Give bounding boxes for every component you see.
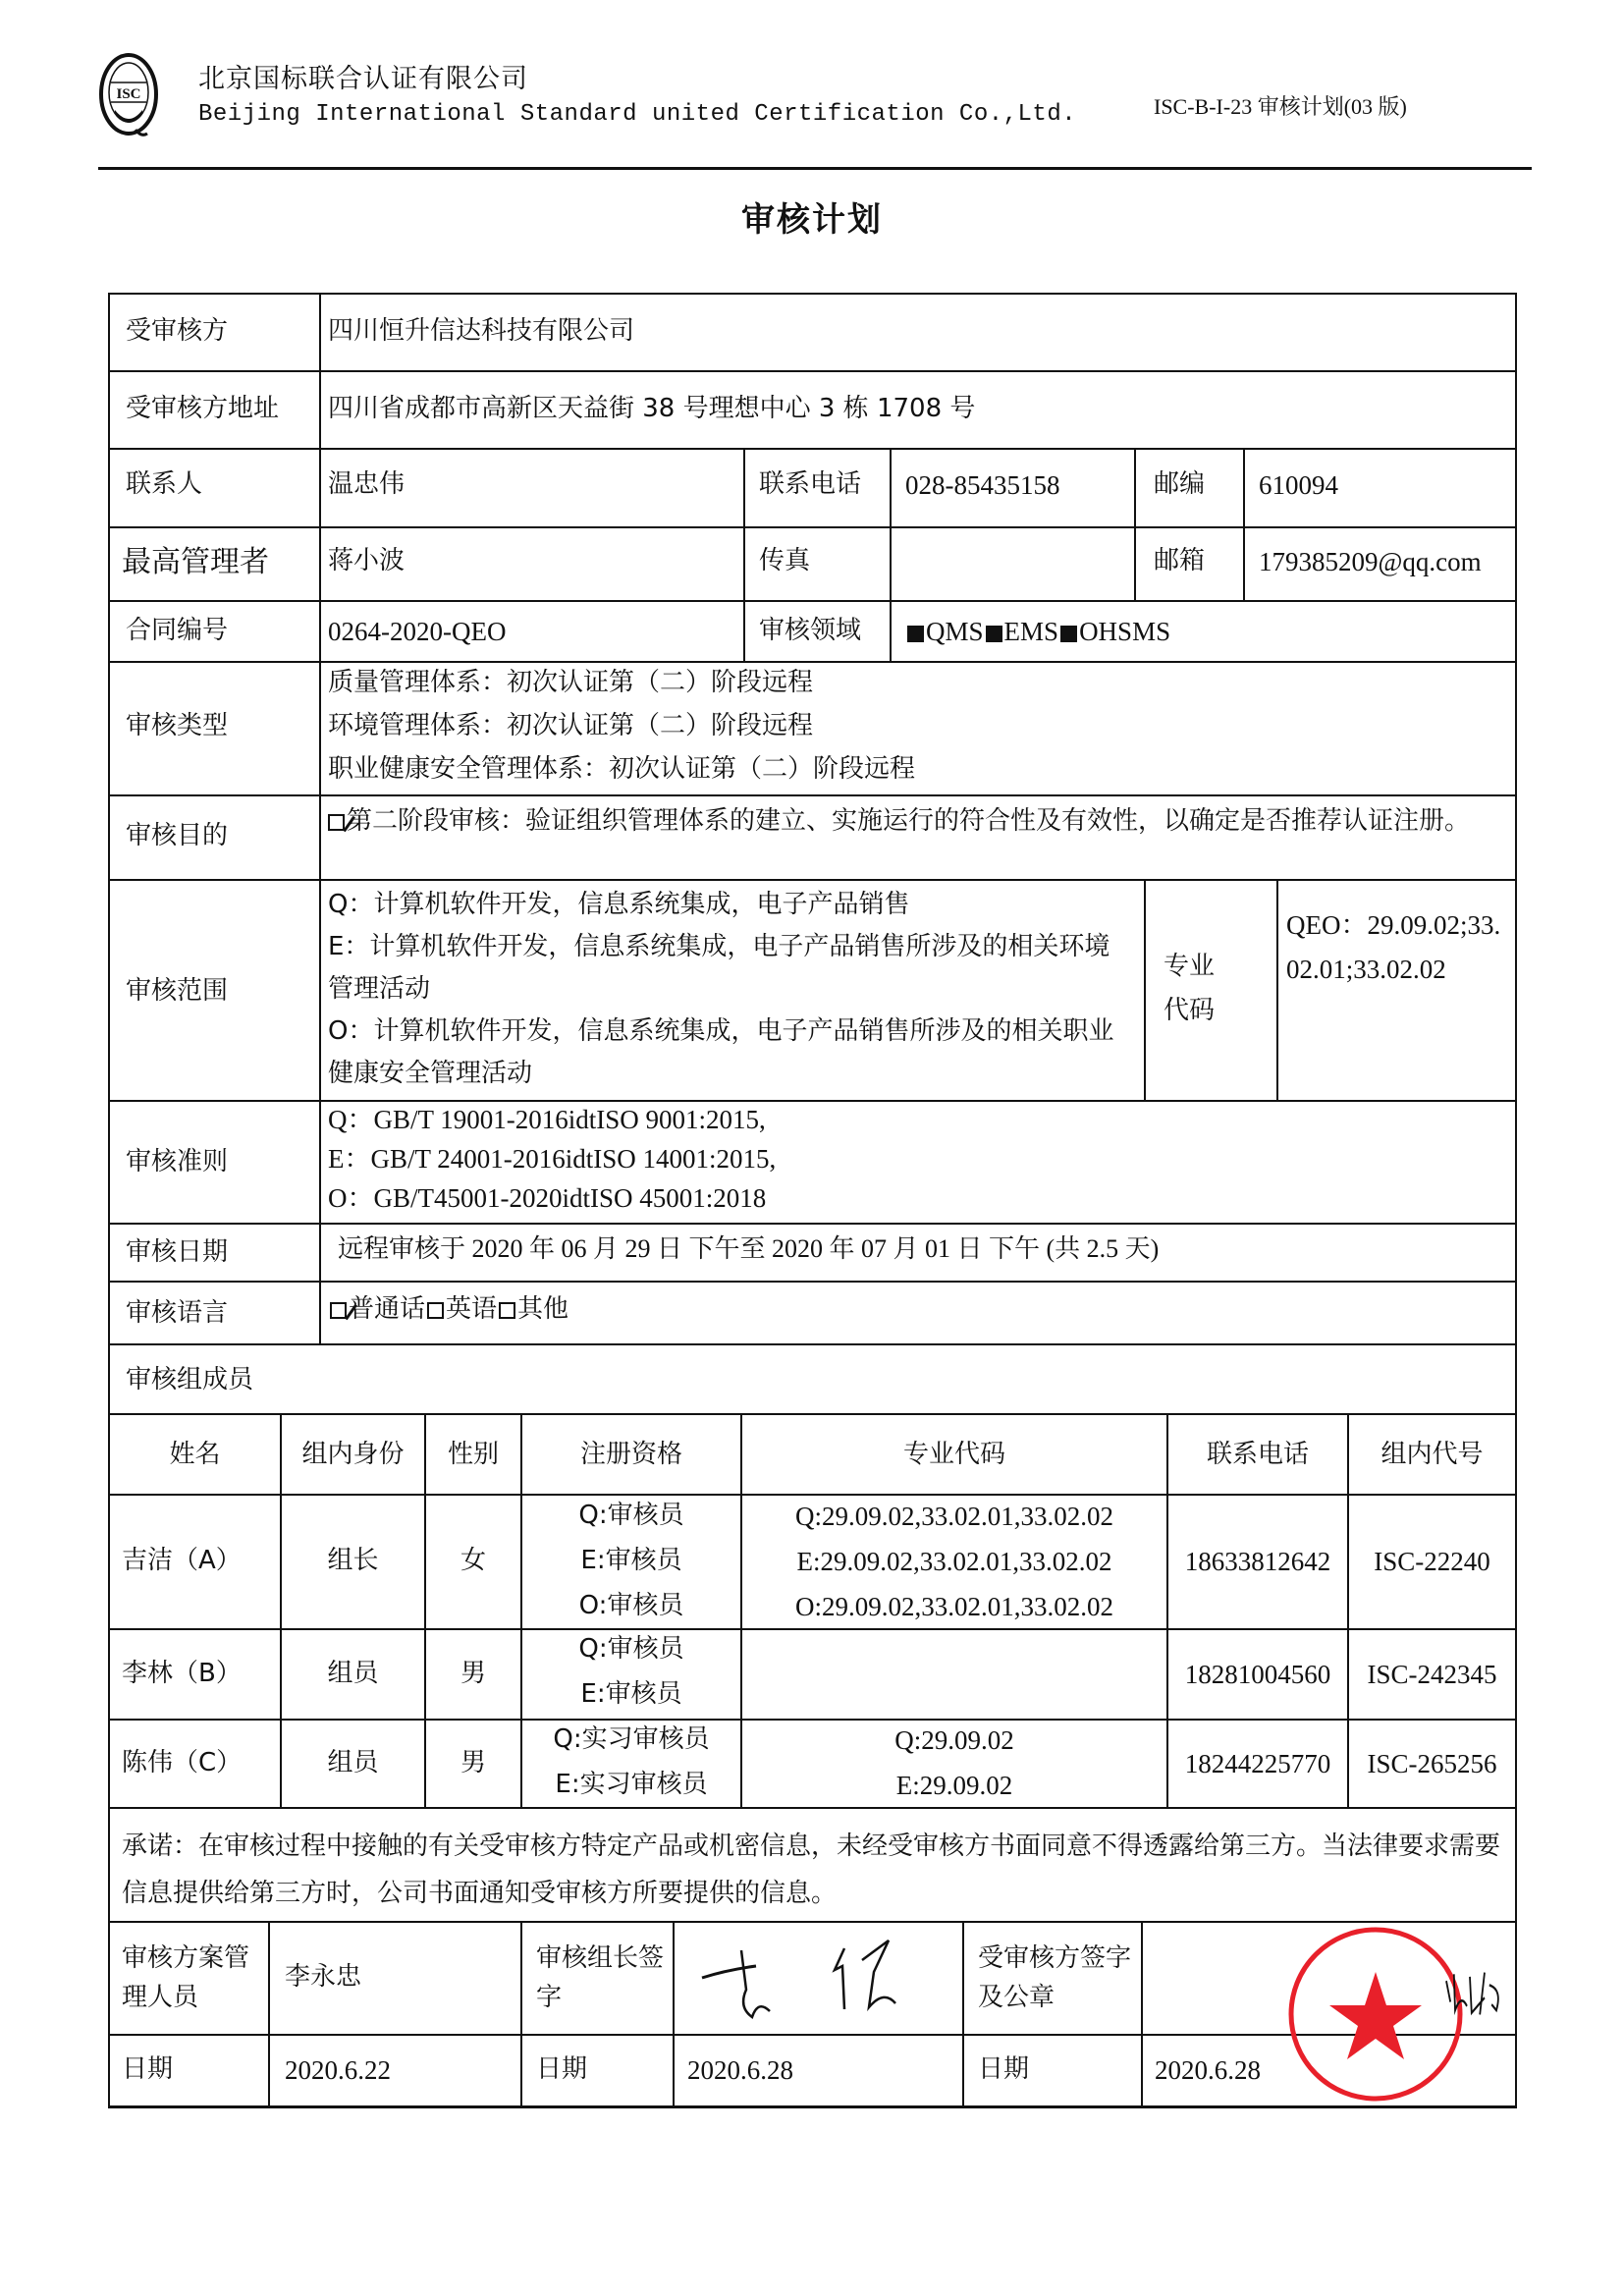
scope-line: Q：计算机软件开发，信息系统集成，电子产品销售 [328, 890, 910, 919]
date-label: 日期 [536, 2054, 588, 2084]
member-team-code: ISC-265256 [1367, 1749, 1497, 1778]
member-role: 组长 [327, 1546, 379, 1575]
member-name: 陈伟（C） [122, 1748, 243, 1777]
member-qualification: Q:审核员 [578, 1501, 684, 1530]
language-option: 英语 [446, 1294, 498, 1324]
contract-value: 0264-2020-QEO [328, 617, 507, 646]
contact-phone: 028-85435158 [905, 470, 1060, 500]
member-qualification: Q:审核员 [578, 1634, 684, 1664]
contract-label: 合同编号 [126, 616, 229, 645]
auditee-signature [1443, 1964, 1508, 2023]
page-title: 审核计划 [741, 200, 883, 240]
top-manager-value: 蒋小波 [328, 546, 406, 575]
postcode-value: 610094 [1259, 470, 1338, 500]
member-phone: 18281004560 [1184, 1660, 1331, 1689]
audit-date-value: 远程审核于 2020 年 06 月 29 日 下午至 2020 年 07 月 01 日 下午 (共 2.5 天) [338, 1234, 1160, 1263]
audit-language-options [328, 1294, 568, 1325]
domain-qms: QMS [926, 617, 984, 646]
audit-type-line: 环境管理体系：初次认证第（二）阶段远程 [328, 711, 814, 740]
member-gender: 男 [460, 1748, 486, 1777]
audit-domain-label: 审核领域 [759, 616, 862, 645]
scope-line: E：计算机软件开发，信息系统集成，电子产品销售所涉及的相关环境管理活动 [328, 932, 1110, 1004]
company-name-en: Beijing International Standard united Certification Co.,Ltd. [198, 101, 1077, 128]
col-header-name: 姓名 [169, 1440, 221, 1469]
language-mandarin-checkbox [330, 1302, 347, 1319]
program-manager-name: 李永忠 [285, 1962, 362, 1992]
top-manager-label: 最高管理者 [122, 545, 269, 579]
audit-scope-lines [328, 884, 1133, 1095]
audit-scope-label: 审核范围 [126, 976, 229, 1006]
criteria-line: Q：GB/T 19001-2016idtISO 9001:2015, [328, 1105, 766, 1134]
contact-value: 温忠伟 [328, 469, 406, 499]
contact-phone-label: 联系电话 [759, 469, 862, 499]
audit-domain-list [905, 616, 1170, 647]
member-phone: 18633812642 [1184, 1547, 1331, 1576]
audit-criteria-label: 审核准则 [126, 1147, 229, 1176]
member-qualification: E:审核员 [580, 1546, 682, 1575]
company-logo [98, 51, 159, 141]
postcode-label: 邮编 [1154, 469, 1206, 499]
col-header-role: 组内身份 [301, 1440, 405, 1469]
audit-objective-label: 审核目的 [126, 821, 229, 850]
member-team-code: ISC-22240 [1374, 1547, 1490, 1576]
member-code: E:29.09.02,33.02.01,33.02.02 [796, 1547, 1112, 1576]
audit-type-line: 质量管理体系：初次认证第（二）阶段远程 [328, 668, 814, 697]
contact-label: 联系人 [126, 469, 203, 499]
specialty-code-label: 专业代码 [1164, 952, 1216, 1025]
auditee-signature-label: 受审核方签字及公章 [978, 1943, 1132, 2012]
member-code: Q:29.09.02,33.02.01,33.02.02 [795, 1502, 1113, 1531]
col-header-phone: 联系电话 [1206, 1440, 1309, 1469]
specialty-code-value: QEO：29.09.02;33.02.01;33.02.02 [1286, 910, 1501, 984]
language-option: 普通话 [349, 1294, 426, 1324]
member-code: E:29.09.02 [895, 1771, 1013, 1800]
checked-square-icon [907, 626, 924, 642]
domain-ohsms: OHSMS [1079, 617, 1171, 646]
member-team-code: ISC-242345 [1367, 1660, 1497, 1689]
member-gender: 女 [460, 1546, 486, 1575]
address-value: 四川省成都市高新区天益街 38 号理想中心 3 栋 1708 号 [328, 394, 976, 423]
program-manager-label: 审核方案管理人员 [122, 1943, 250, 2012]
date-label: 日期 [978, 2054, 1030, 2084]
date-label: 日期 [122, 2054, 174, 2084]
member-name: 李林（B） [122, 1659, 242, 1688]
language-option: 其他 [517, 1294, 569, 1324]
form-code: ISC-B-I-23 审核计划(03 版) [1154, 94, 1407, 119]
member-qualification: E:审核员 [580, 1679, 682, 1709]
domain-ems: EMS [1003, 617, 1059, 646]
col-header-qualification: 注册资格 [579, 1440, 682, 1469]
team-leader-signature-label: 审核组长签字 [536, 1943, 665, 2012]
member-gender: 男 [460, 1659, 486, 1688]
criteria-line: E：GB/T 24001-2016idtISO 14001:2015, [328, 1144, 777, 1174]
col-header-codes: 专业代码 [902, 1440, 1005, 1469]
fax-label: 传真 [759, 546, 811, 575]
member-code: Q:29.09.02 [894, 1725, 1014, 1755]
date-program-manager: 2020.6.22 [285, 2055, 391, 2085]
date-auditee: 2020.6.28 [1155, 2055, 1261, 2085]
team-label: 审核组成员 [126, 1365, 254, 1394]
col-header-gender: 性别 [447, 1440, 499, 1469]
email-label: 邮箱 [1154, 546, 1206, 575]
member-qualification: E:实习审核员 [555, 1770, 708, 1799]
member-code: O:29.09.02,33.02.01,33.02.02 [795, 1592, 1113, 1621]
date-team-leader: 2020.6.28 [687, 2055, 793, 2085]
member-role: 组员 [327, 1748, 379, 1777]
col-header-team-code: 组内代号 [1380, 1440, 1484, 1469]
address-label: 受审核方地址 [126, 394, 280, 423]
checked-square-icon [1060, 626, 1077, 642]
checked-square-icon [986, 626, 1002, 642]
audit-objective-value [326, 803, 1504, 839]
auditee-value: 四川恒升信达科技有限公司 [328, 316, 635, 346]
auditee-label: 受审核方 [126, 316, 229, 346]
member-role: 组员 [327, 1659, 379, 1688]
company-name-cn: 北京国标联合认证有限公司 [198, 64, 528, 94]
member-phone: 18244225770 [1184, 1749, 1331, 1778]
logo-text: ISC [116, 86, 141, 102]
team-leader-signature [687, 1931, 952, 2029]
scope-line: O：计算机软件开发，信息系统集成，电子产品销售所涉及的相关职业健康安全管理活动 [328, 1016, 1114, 1088]
audit-date-label: 审核日期 [126, 1237, 229, 1267]
language-other-checkbox [499, 1302, 515, 1319]
member-qualification: O:审核员 [578, 1591, 684, 1620]
audit-type-label: 审核类型 [126, 711, 229, 740]
checkbox-checked-icon [328, 814, 345, 831]
member-qualification: Q:实习审核员 [553, 1724, 710, 1754]
commitment-text: 承诺：在审核过程中接触的有关受审核方特定产品或机密信息，未经受审核方书面同意不得透露给第三方。当法律要求需要信息提供给第三方时，公司书面通知受审核方所要提供的信息。 [122, 1831, 1501, 1908]
audit-type-line: 职业健康安全管理体系：初次认证第（二）阶段远程 [328, 754, 916, 784]
criteria-line: O：GB/T45001-2020idtISO 45001:2018 [328, 1183, 767, 1213]
language-english-checkbox [427, 1302, 444, 1319]
member-name: 吉洁（A） [122, 1546, 242, 1575]
header-divider [98, 167, 1532, 170]
audit-objective-text: 第二阶段审核：验证组织管理体系的建立、实施运行的符合性及有效性，以确定是否推荐认证注册。 [347, 806, 1471, 836]
email-value: 179385209@qq.com [1259, 547, 1482, 576]
audit-language-label: 审核语言 [126, 1298, 229, 1328]
